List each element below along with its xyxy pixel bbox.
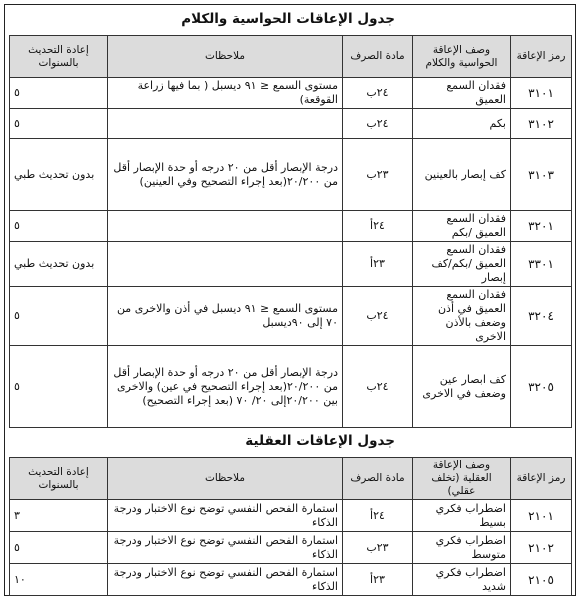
- cell-notes: استمارة الفحص النفسي توضح نوع الاختبار ودرجة الذكاء: [108, 564, 343, 596]
- cell-notes: استمارة الفحص النفسي توضح نوع الاختبار ودرجة الذكاء: [108, 500, 343, 532]
- table-row: [10, 500, 572, 532]
- cell-code: ٣٢٠٤: [511, 287, 572, 346]
- cell-description: فقدان السمع العميق /بكم/كف إبصار: [413, 242, 511, 287]
- cell-description: اضطراب فكري شديد: [413, 564, 511, 596]
- table-row: [10, 211, 572, 242]
- cell-description: كف إبصار بالعينين: [413, 139, 511, 211]
- mental-disabilities-table: [9, 457, 572, 596]
- cell-code: ٣٢٠١: [511, 211, 572, 242]
- cell-code: ٢١٠٢: [511, 532, 572, 564]
- header-spending: مادة الصرف: [343, 458, 413, 500]
- cell-renewal: بدون تحديث طبي: [10, 242, 108, 287]
- cell-notes: درجة الإبصار أقل من ٢٠ درجه أو حدة الإبصار أقل من ٢٠/٢٠٠(بعد إجراء التصحيح في عين) والاخرى بين ٢٠/٢٠٠إلى ٢٠/ ٧٠ (بعد إجراء التصحيح): [108, 346, 343, 428]
- header-renewal: إعادة التحديث بالسنوات: [10, 458, 108, 500]
- cell-notes: درجة الإبصار أقل من ٢٠ درجه أو حدة الإبصار أقل من ٢٠/٢٠٠(بعد إجراء التصحيح وفي العينين): [108, 139, 343, 211]
- cell-description: اضطراب فكري بسيط: [413, 500, 511, 532]
- cell-code: ٣٢٠٥: [511, 346, 572, 428]
- cell-code: ٢١٠٥: [511, 564, 572, 596]
- cell-description: كف ابصار عين وضعف في الاخرى: [413, 346, 511, 428]
- table-row: [10, 109, 572, 139]
- mental-table-title: جدول الإعاقات العقلية: [245, 433, 395, 449]
- table-row: [10, 532, 572, 564]
- header-notes: ملاحظات: [108, 36, 343, 78]
- cell-spending: ٢٤ب: [343, 287, 413, 346]
- cell-code: ٣١٠٢: [511, 109, 572, 139]
- cell-spending: ٢٣أ: [343, 242, 413, 287]
- cell-description: فقدان السمع العميق: [413, 78, 511, 109]
- cell-renewal: ١٠: [10, 564, 108, 596]
- table-row: [10, 78, 572, 109]
- cell-code: ٢١٠١: [511, 500, 572, 532]
- cell-spending: ٢٤ب: [343, 346, 413, 428]
- header-code: رمز الإعاقة: [511, 36, 572, 78]
- cell-renewal: بدون تحديث طبي: [10, 139, 108, 211]
- header-spending: مادة الصرف: [343, 36, 413, 78]
- sensory-disabilities-table: [9, 35, 572, 428]
- cell-code: ٣٣٠١: [511, 242, 572, 287]
- cell-code: ٣١٠١: [511, 78, 572, 109]
- cell-spending: ٢٤أ: [343, 211, 413, 242]
- header-description: وصف الإعاقة الحواسية والكلام: [413, 36, 511, 78]
- cell-renewal: ٥: [10, 287, 108, 346]
- cell-notes: مستوى السمع ≤ ٩١ ديسبل في أذن والاخرى من ٧٠ إلى ٩٠ديسبل: [108, 287, 343, 346]
- cell-description: بكم: [413, 109, 511, 139]
- cell-notes: استمارة الفحص النفسي توضح نوع الاختبار ودرجة الذكاء: [108, 532, 343, 564]
- cell-renewal: ٥: [10, 346, 108, 428]
- cell-spending: ٢٤أ: [343, 500, 413, 532]
- cell-notes: [108, 109, 343, 139]
- cell-notes: [108, 242, 343, 287]
- cell-renewal: ٣: [10, 500, 108, 532]
- table-row: [10, 287, 572, 346]
- header-row: [10, 36, 572, 78]
- cell-renewal: ٥: [10, 211, 108, 242]
- cell-spending: ٢٤ب: [343, 78, 413, 109]
- cell-notes: [108, 211, 343, 242]
- cell-renewal: ٥: [10, 78, 108, 109]
- cell-description: فقدان السمع العميق /بكم: [413, 211, 511, 242]
- cell-description: فقدان السمع العميق في أذن وضعف بالأذن الاخرى: [413, 287, 511, 346]
- document-page: [4, 4, 576, 596]
- cell-renewal: ٥: [10, 109, 108, 139]
- sensory-table-title: جدول الإعاقات الحواسية والكلام: [181, 11, 395, 27]
- table-row: [10, 242, 572, 287]
- cell-spending: ٢٣ب: [343, 139, 413, 211]
- cell-spending: ٢٣ب: [343, 532, 413, 564]
- cell-description: اضطراب فكري متوسط: [413, 532, 511, 564]
- cell-notes: مستوى السمع ≤ ٩١ ديسبل ( بما فيها زراعة القوقعة): [108, 78, 343, 109]
- header-description: وصف الإعاقة العقلية (تخلف عقلي): [413, 458, 511, 500]
- cell-renewal: ٥: [10, 532, 108, 564]
- table-row: [10, 346, 572, 428]
- cell-code: ٣١٠٣: [511, 139, 572, 211]
- cell-spending: ٢٤ب: [343, 109, 413, 139]
- cell-spending: ٢٣أ: [343, 564, 413, 596]
- table-row: [10, 564, 572, 596]
- table-row: [10, 139, 572, 211]
- header-notes: ملاحظات: [108, 458, 343, 500]
- header-row: [10, 458, 572, 500]
- header-renewal: إعادة التحديث بالسنوات: [10, 36, 108, 78]
- header-code: رمز الإعاقة: [511, 458, 572, 500]
